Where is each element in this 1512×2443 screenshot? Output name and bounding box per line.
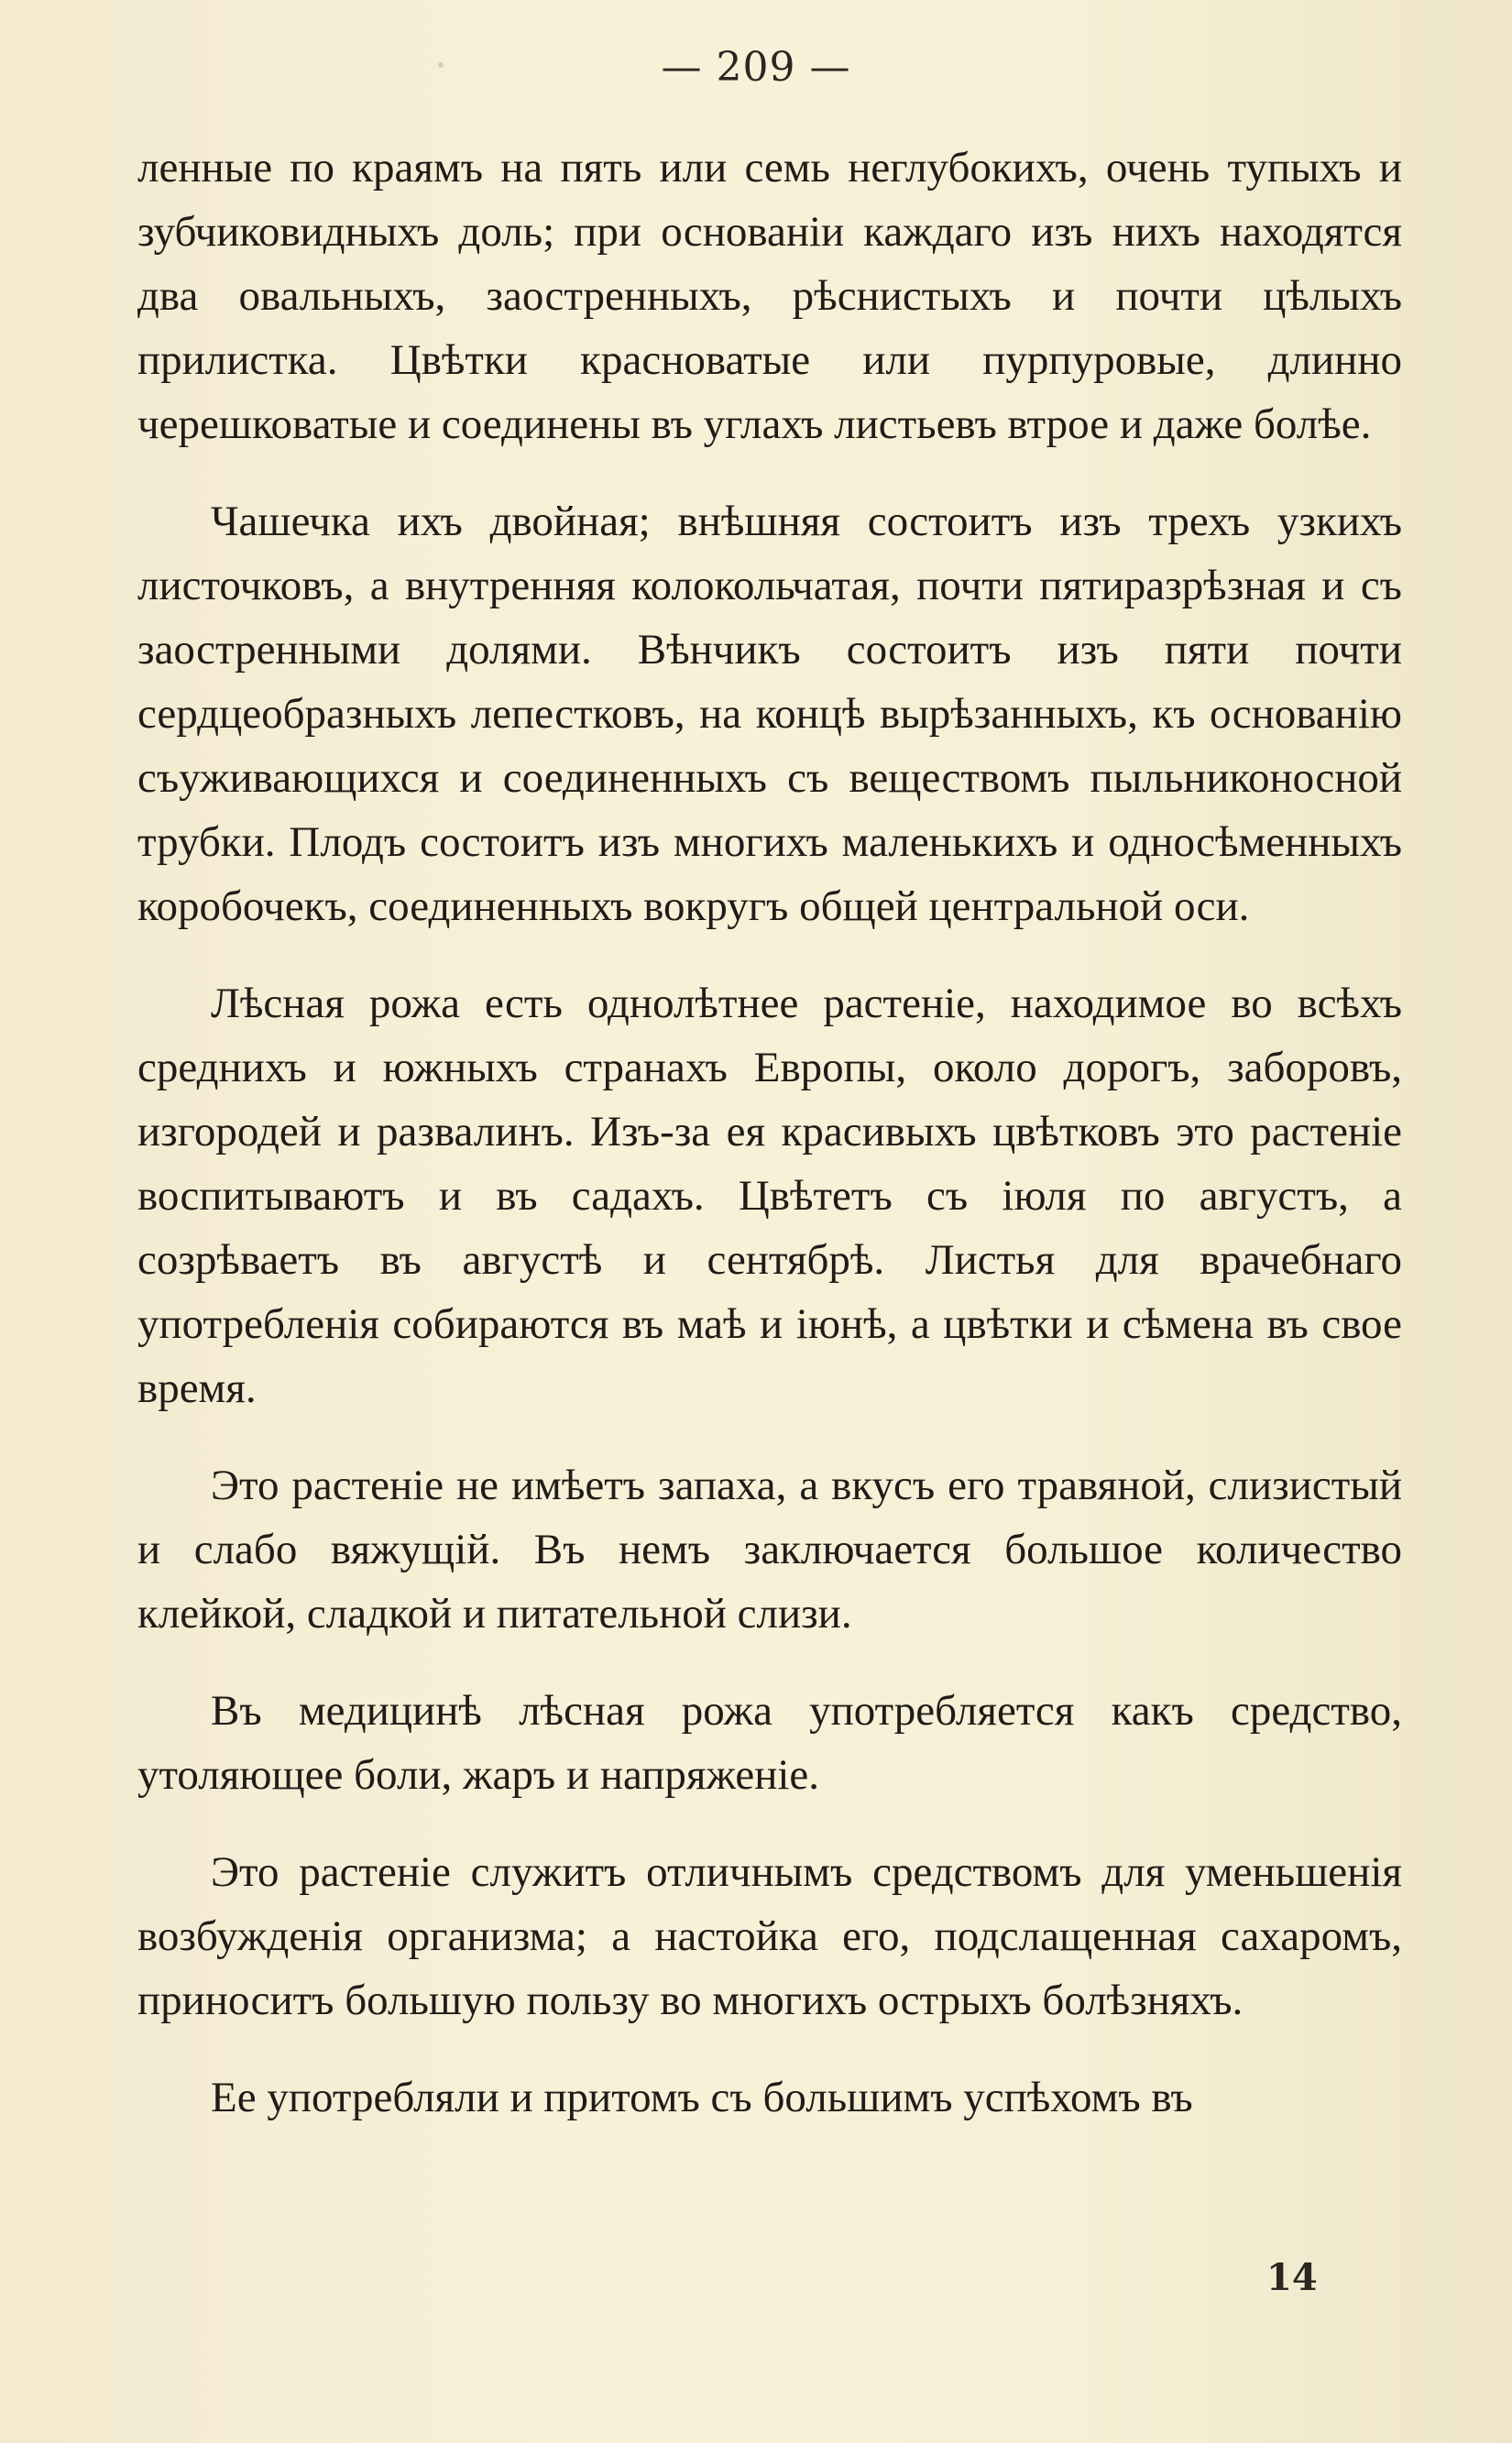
paragraph-4: Это растенiе не имѣетъ запаха, а вкусъ его травяной, слизистый и слабо вяжущiй. Въ немъ заключается большое количество клейкой, сладкой и питательной слизи. (137, 1462, 1402, 1638)
paper-speck (438, 62, 444, 68)
paragraph-5: Въ медицинѣ лѣсная рожа употребляется какъ средство, утоляющее боли, жаръ и напряженiе. (137, 1687, 1402, 1799)
paragraph-2: Чашечка ихъ двойная; внѣшняя состоитъ изъ трехъ узкихъ листочковъ, а внутренняя колокольчатая, почти пятиразрѣзная и съ заостренными долями. Вѣнчикъ состоитъ изъ пяти почти сердцеобразныхъ лепестковъ, на концѣ вырѣзанныхъ, къ основанiю съуживающихся и соединенныхъ съ веществомъ пыльниконосной трубки. Плодъ состоитъ изъ многихъ маленькихъ и односѣменныхъ коробочекъ, соединенныхъ вокругъ общей центральной оси. (137, 498, 1402, 930)
paragraph-3: Лѣсная рожа есть однолѣтнее растенiе, находимое во всѣхъ среднихъ и южныхъ странахъ Европы, около дорогъ, заборовъ, изгородей и развалинъ. Изъ-за ея красивыхъ цвѣтковъ это растенiе воспитываютъ и въ садахъ. Цвѣтетъ съ iюля по августъ, а созрѣваетъ въ августѣ и сентябрѣ. Листья для врачебнаго употребленiя собираются въ маѣ и iюнѣ, а цвѣтки и сѣмена въ свое время. (137, 980, 1402, 1412)
body-text (137, 136, 1402, 2130)
paragraph-6: Это растенiе служитъ отличнымъ средствомъ для уменьшенiя возбужденiя организма; а настойка его, подслащенная сахаромъ, приноситъ большую пользу во многихъ острыхъ болѣзняхъ. (137, 1848, 1402, 2024)
page-number: — 209 — (661, 44, 851, 91)
paragraph-1: ленные по краямъ на пять или семь неглубокихъ, очень тупыхъ и зубчиковидныхъ доль; при основанiи каждаго изъ нихъ находятся два овальныхъ, заостренныхъ, рѣснистыхъ и почти цѣлыхъ прилистка. Цвѣтки красноватые или пурпуровые, длинно черешковатые и соединены въ углахъ листьевъ втрое и даже болѣе. (137, 144, 1402, 448)
paragraph-7: Ее употребляли и притомъ съ большимъ успѣхомъ въ (211, 2074, 1193, 2121)
signature-mark: 14 (1266, 2256, 1318, 2299)
